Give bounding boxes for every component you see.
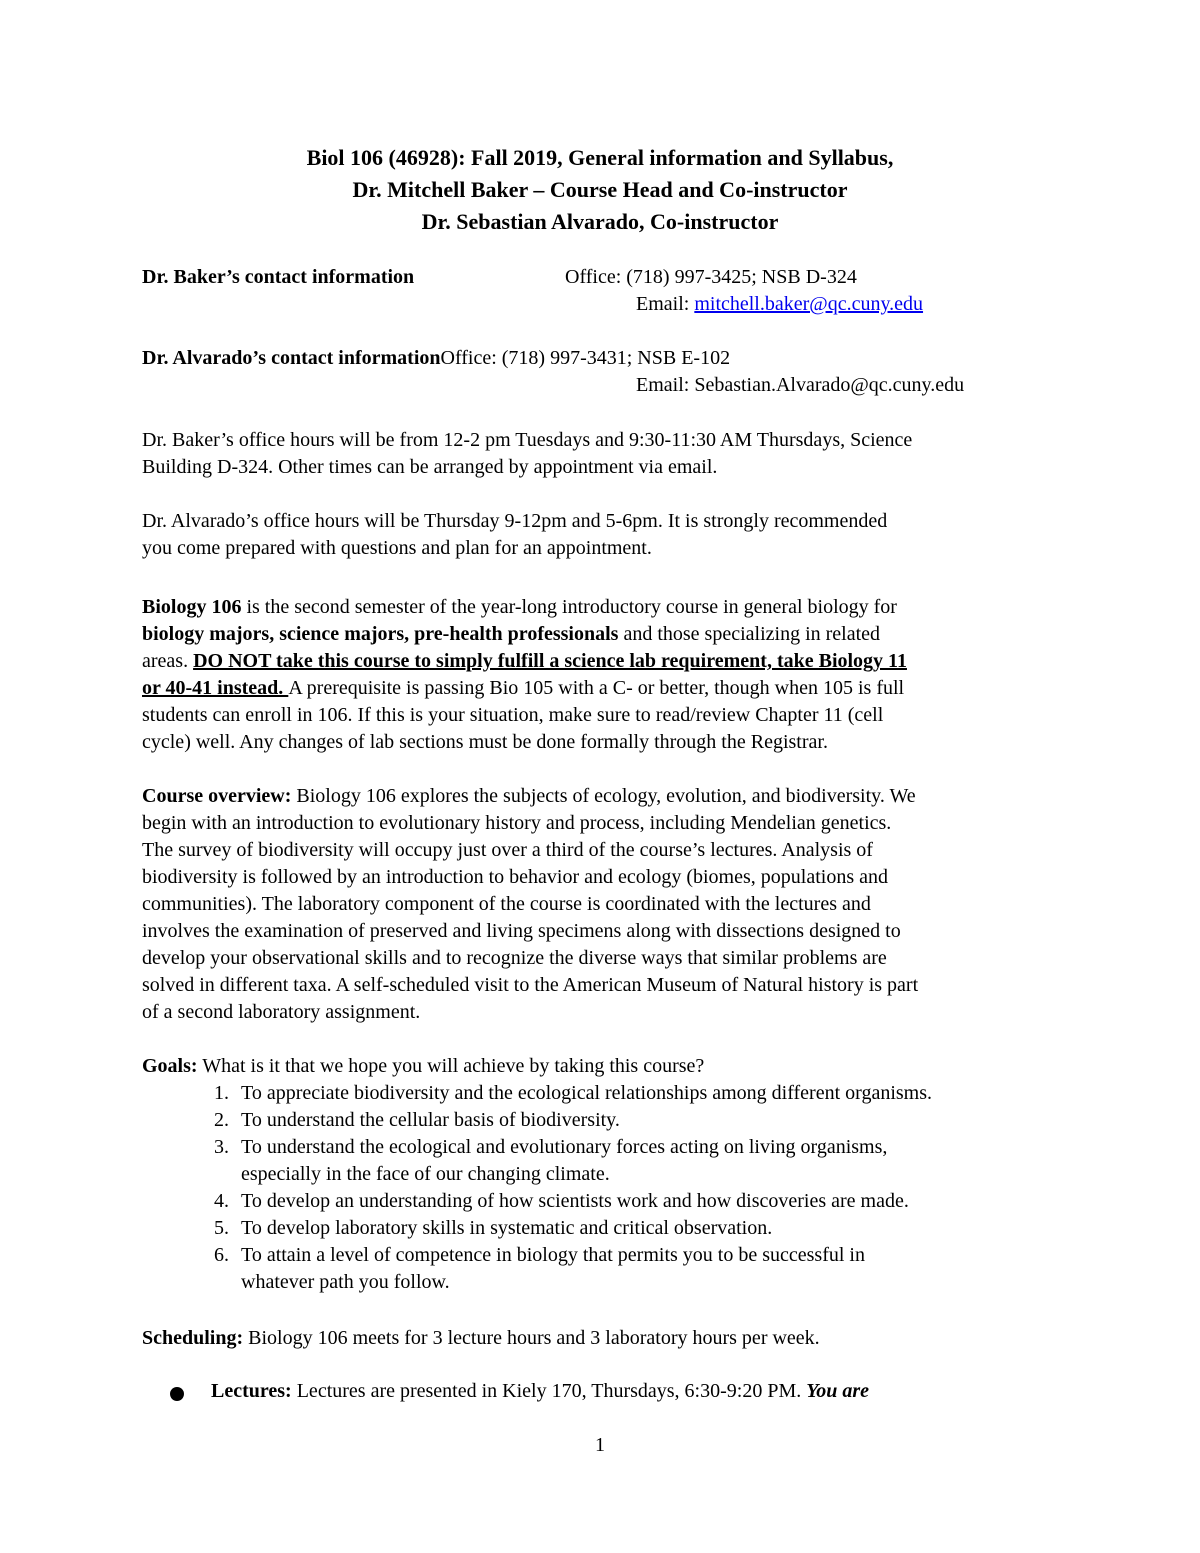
intro-line-6: cycle) well. Any changes of lab sections must be done formally through the Registrar. — [142, 731, 828, 753]
goal-text: To appreciate biodiversity and the ecological relationships among different organisms. — [241, 1082, 932, 1104]
intro-text: and those specializing in related — [618, 623, 881, 645]
alvarado-contact-label: Dr. Alvarado’s contact information — [142, 347, 441, 369]
scheduling-label: Scheduling: — [142, 1327, 244, 1349]
alvarado-email: Email: Sebastian.Alvarado@qc.cuny.edu — [636, 374, 965, 396]
overview-line-4: biodiversity is followed by an introduction to behavior and ecology (biomes, populations and — [142, 866, 888, 888]
overview-line-9: of a second laboratory assignment. — [142, 1001, 421, 1023]
baker-hours-line2: Building D-324. Other times can be arranged by appointment via email. — [142, 456, 718, 478]
intro-warning: DO NOT take this course to simply fulfill a science lab requirement, take Biology 11 — [193, 650, 907, 672]
overview-line-5: communities). The laboratory component of the course is coordinated with the lectures and — [142, 893, 871, 915]
scheduling-text: Biology 106 meets for 3 lecture hours and 3 laboratory hours per week. — [243, 1327, 820, 1349]
goals-label: Goals: — [142, 1055, 198, 1077]
goal-number: 5. — [214, 1217, 229, 1239]
lectures-label: Lectures: — [211, 1380, 292, 1402]
intro-text: A prerequisite is passing Bio 105 with a C- or better, though when 105 is full — [288, 677, 905, 699]
overview-line-3: The survey of biodiversity will occupy just over a third of the course’s lectures. Analysis of — [142, 839, 873, 861]
goals-heading — [142, 1053, 704, 1080]
goal-text: To understand the cellular basis of biodiversity. — [241, 1109, 620, 1131]
intro-course-name: Biology 106 — [142, 596, 242, 618]
overview-line-1 — [142, 783, 916, 810]
alvarado-office: Office: (718) 997-3431; NSB E-102 — [440, 347, 731, 369]
lectures-text: Lectures are presented in Kiely 170, Thursdays, 6:30-9:20 PM. — [291, 1380, 807, 1402]
goal-text: To attain a level of competence in biology that permits you to be successful in — [241, 1244, 865, 1266]
course-head-line: Dr. Mitchell Baker – Course Head and Co-instructor — [352, 177, 848, 202]
baker-email-prefix: Email: — [636, 293, 695, 315]
goals-question: What is it that we hope you will achieve by taking this course? — [197, 1055, 705, 1077]
baker-email-line — [636, 291, 923, 318]
overview-label: Course overview: — [142, 785, 292, 807]
overview-line-2: begin with an introduction to evolutionary history and process, including Mendelian genetics. — [142, 812, 892, 834]
intro-line-2 — [142, 621, 880, 648]
goal-number: 2. — [214, 1109, 229, 1131]
baker-email-link[interactable]: mitchell.baker@qc.cuny.edu — [694, 293, 924, 315]
goal-text: To develop laboratory skills in systematic and critical observation. — [241, 1217, 773, 1239]
goal-text: To develop an understanding of how scientists work and how discoveries are made. — [241, 1190, 909, 1212]
goal-text-cont: especially in the face of our changing climate. — [241, 1163, 610, 1185]
scheduling-line — [142, 1325, 820, 1352]
baker-contact-label: Dr. Baker’s contact information — [142, 266, 415, 288]
overview-line-8: solved in different taxa. A self-scheduled visit to the American Museum of Natural history is part — [142, 974, 919, 996]
intro-line-1 — [142, 594, 897, 621]
baker-office: Office: (718) 997-3425; NSB D-324 — [565, 266, 857, 288]
goal-text: To understand the ecological and evolutionary forces acting on living organisms, — [241, 1136, 888, 1158]
overview-line-7: develop your observational skills and to recognize the diverse ways that similar problems are — [142, 947, 887, 969]
overview-text: Biology 106 explores the subjects of ecology, evolution, and biodiversity. We — [291, 785, 916, 807]
goal-number: 6. — [214, 1244, 229, 1266]
co-instructor-line: Dr. Sebastian Alvarado, Co-instructor — [421, 209, 779, 234]
alvarado-contact-line — [142, 345, 730, 372]
lectures-emphasis: You are — [806, 1380, 870, 1402]
goal-number: 3. — [214, 1136, 229, 1158]
intro-text: is the second semester of the year-long introductory course in general biology for — [241, 596, 897, 618]
alvarado-hours-line1: Dr. Alvarado’s office hours will be Thursday 9-12pm and 5-6pm. It is strongly recommended — [142, 510, 888, 532]
baker-hours-line1: Dr. Baker’s office hours will be from 12-2 pm Tuesdays and 9:30-11:30 AM Thursdays, Science — [142, 429, 913, 451]
lectures-line — [211, 1378, 869, 1405]
intro-text: areas. — [142, 650, 194, 672]
intro-line-3 — [142, 648, 907, 675]
document-title: Biol 106 (46928): Fall 2019, General information and Syllabus, — [306, 145, 894, 170]
page-number: 1 — [595, 1434, 605, 1456]
alvarado-hours-line2: you come prepared with questions and plan for an appointment. — [142, 537, 652, 559]
goal-text-cont: whatever path you follow. — [241, 1271, 450, 1293]
intro-warning-cont: or 40-41 instead. — [142, 677, 289, 699]
intro-line-4 — [142, 675, 904, 702]
overview-line-6: involves the examination of preserved and living specimens along with dissections designed to — [142, 920, 901, 942]
bullet-icon — [170, 1387, 184, 1401]
intro-line-5: students can enroll in 106. If this is your situation, make sure to read/review Chapter 11 (cell — [142, 704, 884, 726]
goal-number: 4. — [214, 1190, 229, 1212]
goal-number: 1. — [214, 1082, 229, 1104]
intro-audience: biology majors, science majors, pre-health professionals — [142, 623, 619, 645]
